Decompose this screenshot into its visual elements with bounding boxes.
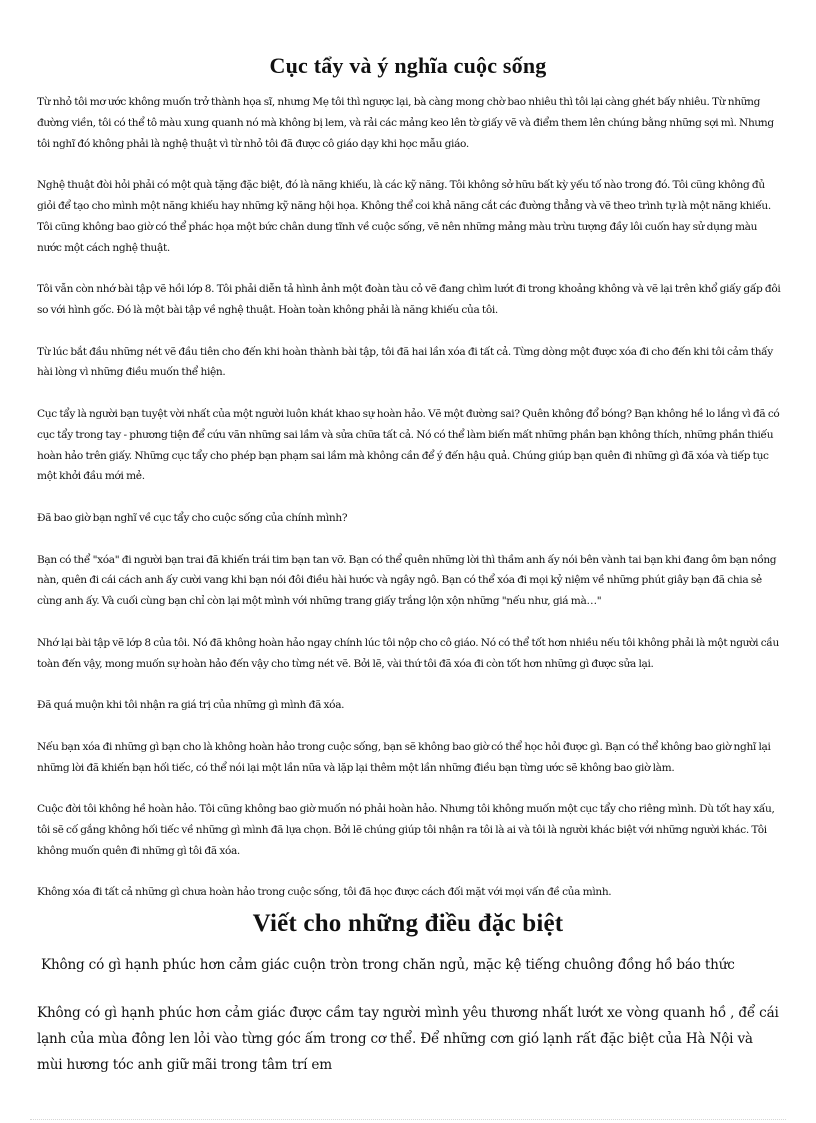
second-article-paragraph: Không có gì hạnh phúc hơn cảm giác được cầm tay người mình yêu thương nhất lướt xe vòng quanh hồ , để cái lạnh của mùa đông len lỏi vào từng góc ấm trong cơ thể. Để những cơn gió lạnh rất đặc biệt của Hà Nội và mùi hương tóc anh giữ mãi trong tâm trí em	[37, 1005, 779, 1073]
article-paragraph: Từ nhỏ tôi mơ ước không muốn trở thành họa sĩ, nhưng Mẹ tôi thì ngược lại, bà càng mong chờ bao nhiêu thì tôi lại càng ghét bấy nhiêu. Từ những đường viền, tôi có thể tô màu xung quanh nó mà không bị lem, và rải các mảng keo lên tờ giấy vẽ và điểm them lên chúng bằng những sợi mì. Nhưng tôi nghĩ đó không phải là nghệ thuật vì từ nhỏ tôi đã được cô giáo dạy khi học mẫu giáo.	[37, 96, 774, 150]
article-paragraph: Nếu bạn xóa đi những gì bạn cho là không hoàn hảo trong cuộc sống, bạn sẽ không bao giờ có thể học hỏi được gì. Bạn có thể không bao giờ nghĩ lại những lời đã khiến bạn hối tiếc, có thể nói lại một lần nữa và lặp lại thêm một lần những điều bạn từng ước sẽ không bao giờ làm.	[37, 740, 771, 774]
article-paragraph: Không xóa đi tất cả những gì chưa hoàn hảo trong cuộc sống, tôi đã học được cách đối mặt với mọi vấn đề của mình.	[37, 886, 612, 899]
article-paragraph: Tôi vẫn còn nhớ bài tập vẽ hồi lớp 8. Tôi phải diễn tả hình ảnh một đoàn tàu cỏ vẽ đang chìm lướt đi trong khoảng không và vẽ lại trên khổ giấy gấp đôi so với hình gốc. Đó là một bài tập về nghệ thuật. Hoàn toàn không phải là năng khiếu của tôi.	[37, 283, 781, 316]
article-title: Cục tẩy và ý nghĩa cuộc sống	[269, 52, 547, 78]
second-article-body	[37, 952, 781, 1100]
second-article-paragraph: Không có gì hạnh phúc hơn cảm giác cuộn tròn trong chăn ngủ, mặc kệ tiếng chuông đồng hồ báo thức	[41, 957, 735, 973]
second-article-title: Viết cho những điều đặc biệt	[252, 909, 564, 937]
article-paragraph: Đã bao giờ bạn nghĩ về cục tẩy cho cuộc sống của chính mình?	[37, 511, 348, 524]
article-paragraph: Bạn có thể "xóa" đi người bạn trai đã khiến trái tim bạn tan vỡ. Bạn có thể quên những lời thì thầm anh ấy nói bên vành tai bạn khi đang ôm bạn nồng nàn, quên đi cái cách anh ấy cười vang khi bạn nói đôi điều hài hước và ngây ngô. Bạn có thể xóa đi mọi kỷ niệm về những phút giây bạn đã chia sẻ cùng anh ấy. Và cuối cùng bạn chỉ còn lại một mình với những trang giấy trắng lộn xộn những "nếu như, giá mà…"	[37, 553, 777, 608]
article-paragraph: Cuộc đời tôi không hề hoàn hảo. Tôi cũng không bao giờ muốn nó phải hoàn hảo. Nhưng tôi không muốn một cục tẩy cho riêng mình. Dù tốt hay xấu, tôi sẽ cố gắng không hối tiếc về những gì mình đã lựa chọn. Bởi lẽ chúng giúp tôi nhận ra tôi là ai và tôi là người khác biệt với những người khác. Tôi không muốn quên đi những gì tôi đã xóa.	[37, 803, 775, 857]
article-paragraph: Đã quá muộn khi tôi nhận ra giá trị của những gì mình đã xóa.	[37, 699, 345, 712]
article-paragraph: Nghệ thuật đòi hỏi phải có một quà tặng đặc biệt, đó là năng khiếu, là các kỹ năng. Tôi không sở hữu bất kỳ yếu tố nào trong đó. Tôi cũng không đủ giỏi để tạo cho mình một năng khiếu hay những kỹ năng hội họa. Không thể coi khả năng cắt các đường thẳng và vẽ theo trình tự là một năng khiếu. Tôi cũng không bao giờ có thể phác họa một bức chân dung tĩnh về cuộc sống, vẽ nên những mảng màu trừu tượng đầy lôi cuốn hay sử dụng màu nước một cách nghệ thuật.	[37, 179, 771, 254]
article-body	[37, 92, 781, 924]
article-paragraph: Nhớ lại bài tập vẽ lớp 8 của tôi. Nó đã không hoàn hảo ngay chính lúc tôi nộp cho cô giáo. Nó có thể tốt hơn nhiều nếu tôi không phải là một người cầu toàn đến vậy, mong muốn sự hoàn hảo đến vậy cho từng nét vẽ. Bởi lẽ, vài thứ tôi đã xóa đi còn tốt hơn những gì được sửa lại.	[37, 636, 779, 670]
article-paragraph: Cục tẩy là người bạn tuyệt vời nhất của một người luôn khát khao sự hoàn hảo. Vẽ một đường sai? Quên không đổ bóng? Bạn không hề lo lắng vì đã có cục tẩy trong tay - phương tiện để cứu vãn những sai lầm và sửa chữa tất cả. Nó có thể làm biến mất những phần bạn không thích, những phần thiếu hoàn hảo trên giấy. Những cục tẩy cho phép bạn phạm sai lầm mà không cần để ý đến hậu quả. Chúng giúp bạn quên đi những gì đã xóa và tiếp tục một khởi đầu mới mẻ.	[37, 407, 780, 483]
article-paragraph: Từ lúc bắt đầu những nét vẽ đầu tiên cho đến khi hoàn thành bài tập, tôi đã hai lần xóa đi tất cả. Từng dòng một được xóa đi cho đến khi tôi cảm thấy hài lòng vì những điều muốn thể hiện.	[37, 345, 773, 379]
page-footer-divider	[30, 1119, 786, 1120]
